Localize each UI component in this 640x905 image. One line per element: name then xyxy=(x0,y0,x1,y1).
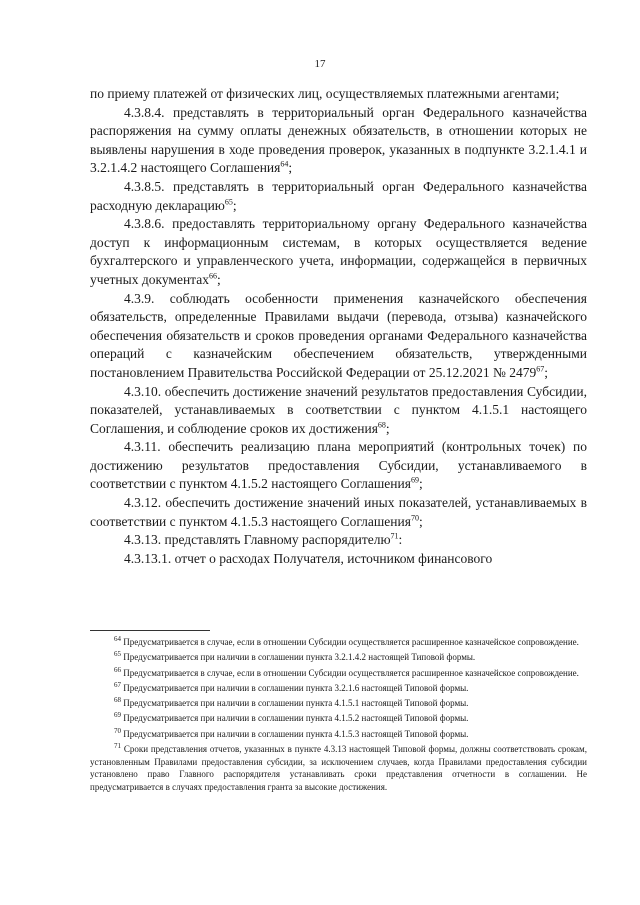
footnote-ref[interactable]: 68 xyxy=(377,420,386,430)
footnote: $^{67}$ Предусматривается при наличии в соглашении пункта 3.2.1.6 настоящей Типовой формы. xyxy=(114,680,469,693)
paragraph-4-3-13: 4.3.13. представлять Главному распорядителю$^{71}$: xyxy=(124,531,403,548)
page-number: 17 xyxy=(314,58,326,70)
footnote-ref[interactable]: 65 xyxy=(224,197,233,207)
paragraph-4-3-10: 4.3.10. обеспечить достижение значений результатов предоставления Субсидии, показателей, устанавливаемых в соответствии с пунктом 4.1.5.1 настоящего Соглашения, и соблюдение сроков их достижения$^{68}$; xyxy=(90,383,587,436)
footnote-ref[interactable]: 69 xyxy=(410,475,419,485)
paragraph-continuation: по приему платежей от физических лиц, осуществляемых платежными агентами; xyxy=(90,86,560,101)
footnote: $^{66}$ Предусматривается в случае, если в отношении Субсидии осуществляется расширенное казначейское сопровождение. xyxy=(114,665,579,678)
footnote: $^{70}$ Предусматривается при наличии в соглашении пункта 4.1.5.3 настоящей Типовой формы. xyxy=(114,726,469,739)
footnote: $^{65}$ Предусматривается при наличии в соглашении пункта 3.2.1.4.2 настоящей Типовой формы. xyxy=(114,650,476,663)
footnote-ref[interactable]: 71 xyxy=(390,531,399,541)
footnote: $^{71}$ Сроки представления отчетов, указанных в пункте 4.3.13 настоящей Типовой формы, должны соответствовать срокам, установленным Правилами предоставления субсидии, за исключением случаев, когда Правилами предоставления субсидии установлено право Главного распорядителя устанавливать сроки представления отчетности в соглашении. Не предусматривается в случаях предоставления гранта за высокие достижения. xyxy=(90,742,588,793)
paragraph-4-3-8-6: 4.3.8.6. предоставлять территориальному органу Федерального казначейства доступ к информационным системам, в которых осуществляется ведение бухгалтерского и управленческого учета, информации, содержащейся в первичных учетных документах$^{66}$; xyxy=(90,216,587,287)
paragraph-4-3-11: 4.3.11. обеспечить реализацию плана мероприятий (контрольных точек) по достижению результатов предоставления Субсидии, устанавливаемого в соответствии с пунктом 4.1.5.2 настоящего Соглашения$^{69}$; xyxy=(90,439,587,492)
paragraph-4-3-12: 4.3.12. обеспечить достижение значений иных показателей, устанавливаемых в соответствии с пунктом 4.1.5.3 настоящего Соглашения$^{70}$; xyxy=(90,495,587,529)
footnote-separator xyxy=(90,630,210,631)
footnote: $^{64}$ Предусматривается в случае, если в отношении Субсидии осуществляется расширенное казначейское сопровождение. xyxy=(114,635,579,647)
footnote: $^{68}$ Предусматривается при наличии в соглашении пункта 4.1.5.1 настоящей Типовой формы. xyxy=(114,696,469,709)
footnote: $^{69}$ Предусматривается при наличии в соглашении пункта 4.1.5.2 настоящей Типовой формы. xyxy=(114,711,469,724)
footnote-ref[interactable]: 64 xyxy=(280,159,289,169)
footnote-ref[interactable]: 70 xyxy=(410,513,419,523)
footnote-ref[interactable]: 66 xyxy=(208,271,217,281)
footnotes xyxy=(90,636,587,796)
paragraph-4-3-13-1: 4.3.13.1. отчет о расходах Получателя, источником финансового xyxy=(124,550,493,566)
main-text xyxy=(90,85,587,568)
paragraph-4-3-8-4: 4.3.8.4. представлять в территориальный орган Федерального казначейства распоряжения на сумму оплаты денежных обязательств, в отношении которых не выявлены нарушения в ходе проведения проверок, указанных в подпункте 3.2.1.4.1 и 3.2.1.4.2 настоящего Соглашения$^{64}$; xyxy=(90,104,587,176)
paragraph-4-3-8-5: 4.3.8.5. представлять в территориальный орган Федерального казначейства расходную декларацию$^{65}$; xyxy=(90,178,587,213)
paragraph-4-3-9: 4.3.9. соблюдать особенности применения казначейского обеспечения обязательств, определенные Правилами выдачи (перевода, отзыва) казначейского обеспечения обязательств и сроков проведения органами Федерального казначейства операций с казначейским обеспечением обязательств, утвержденными постановлением Правительства Российской Федерации от 25.12.2021 № 2479$^{67}$; xyxy=(90,290,587,380)
footnote-ref[interactable]: 67 xyxy=(536,364,545,374)
